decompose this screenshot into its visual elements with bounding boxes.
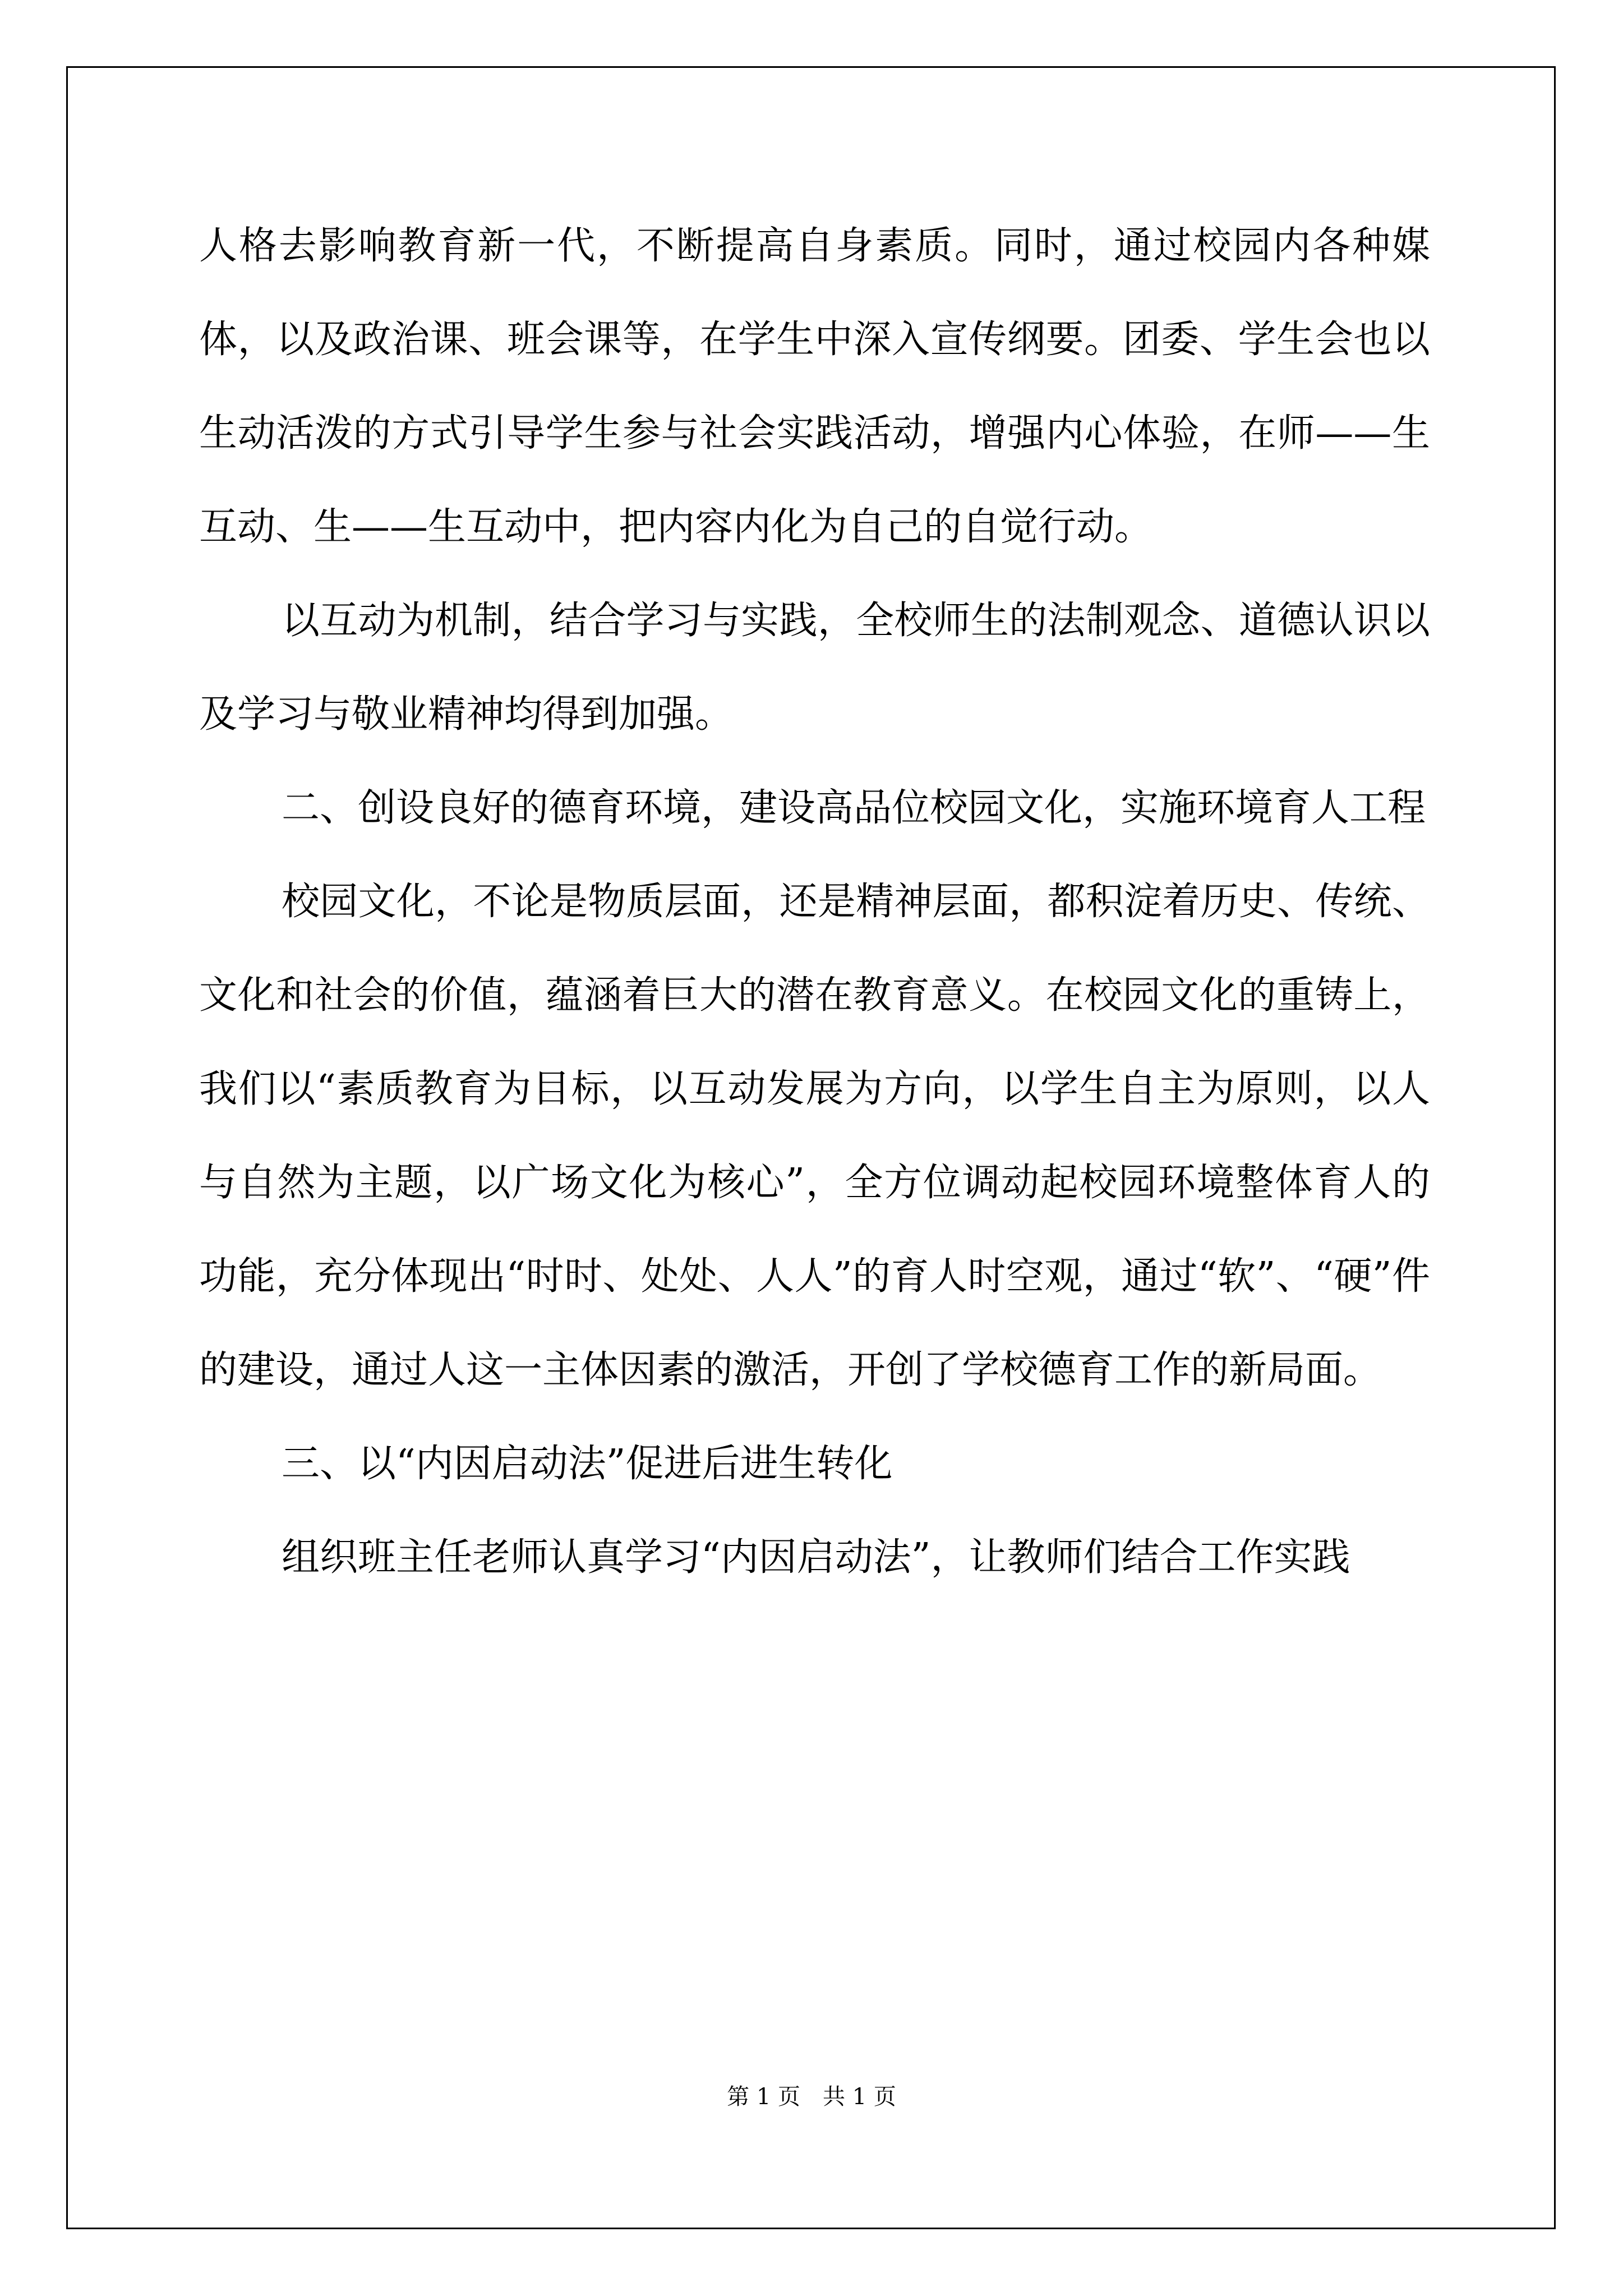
section-heading-3: 三、以“内因启动法”促进后进生转化 [282, 1442, 893, 1486]
paragraph-1: 人格去影响教育新一代，不断提高自身素质。同时，通过校园内各种媒体，以及政治课、班会课等，在学生中深入宣传纲要。团委、学生会也以生动活泼的方式引导学生参与社会实践活动，增强内心体验，在师——生互动、生——生互动中，把内容内化为自己的自觉行动。 [199, 224, 1430, 549]
document-body [199, 199, 1430, 1604]
paragraph-4: 组织班主任老师认真学习“内因启动法”，让教师们结合工作实践 [282, 1535, 1350, 1580]
paragraph-2: 以互动为机制，结合学习与实践，全校师生的法制观念、道德认识以及学习与敬业精神均得到加强。 [199, 599, 1430, 737]
page-footer: 第 1 页 共 1 页 [727, 2084, 896, 2110]
section-heading-2: 二、创设良好的德育环境，建设高品位校园文化，实施环境育人工程 [282, 786, 1426, 830]
paragraph-3: 校园文化，不论是物质层面，还是精神层面，都积淀着历史、传统、文化和社会的价值，蕴涵着巨大的潜在教育意义。在校园文化的重铸上，我们以“素质教育为目标，以互动发展为方向，以学生自主为原则，以人与自然为主题，以广场文化为核心”，全方位调动起校园环境整体育人的功能，充分体现出“时时、处处、人人”的育人时空观，通过“软”、“硬”件的建设，通过人这一主体因素的激活，开创了学校德育工作的新局面。 [199, 880, 1430, 1392]
